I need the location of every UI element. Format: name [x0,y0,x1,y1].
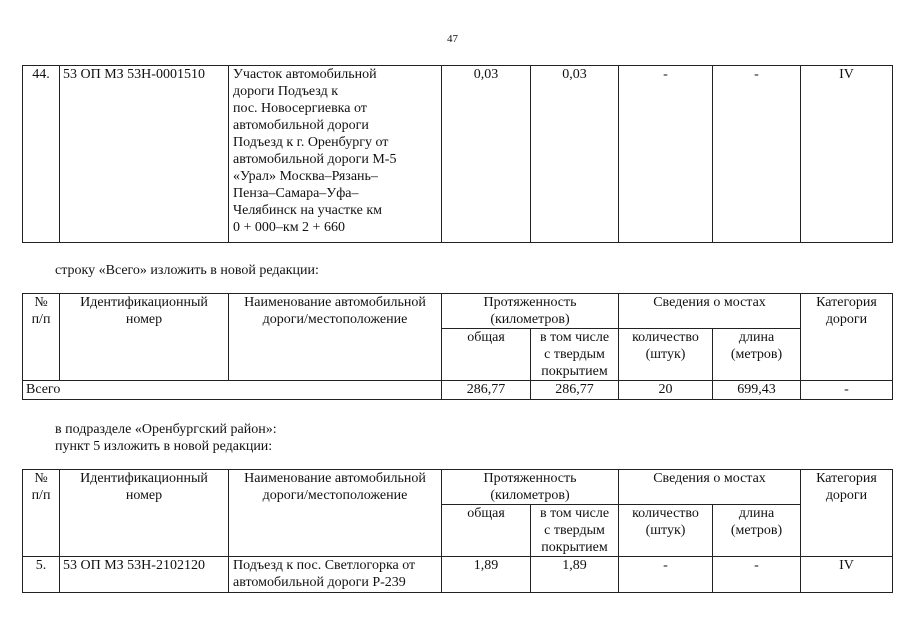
header-id: Идентификационный номер [60,294,229,381]
header-length: Протяженность (километров) [442,294,619,329]
bridges-length: - [713,557,801,593]
header-number: № п/п [23,470,60,557]
road-category: IV [801,66,893,243]
table-row [23,557,893,593]
length-total: 286,77 [442,381,531,400]
header-length: Протяженность (километров) [442,470,619,505]
header-name: Наименование автомобильной дороги/местоположение [229,470,442,557]
header-bridges: Сведения о мостах [619,470,801,505]
header-category: Категория дороги [801,470,893,557]
page-number: 47 [447,33,458,45]
header-category: Категория дороги [801,294,893,381]
length-paved: 286,77 [531,381,619,400]
header-paved: в том числе с твердым покрытием [531,329,619,381]
road-table-total [22,293,893,400]
road-table-point-5 [22,469,893,593]
header-number: № п/п [23,294,60,381]
road-category: IV [801,557,893,593]
length-total: 0,03 [442,66,531,243]
road-id: 53 ОП МЗ 53Н-0001510 [60,66,229,243]
road-name: Участок автомобильной дороги Подъезд к пос. Новосергиевка от автомобильной дороги Подъезд к г. Оренбургу от автомобильной дороги М-5 «Урал» Москва–Рязань– Пенза–Самара–Уфа– Челябинск на участке км 0 + 000–км 2 + 660 [229,66,442,243]
header-total: общая [442,329,531,381]
header-bridge-length: длина (метров) [713,329,801,381]
instruction-vsego: строку «Всего» изложить в новой редакции: [55,263,319,278]
length-total: 1,89 [442,557,531,593]
header-id: Идентификационный номер [60,470,229,557]
total-label: Всего [23,381,442,400]
header-total: общая [442,505,531,557]
table-row [23,66,893,243]
road-category: - [801,381,893,400]
road-id: 53 ОП МЗ 53Н-2102120 [60,557,229,593]
table-row [23,381,893,400]
row-number: 5. [23,557,60,593]
bridges-length: 699,43 [713,381,801,400]
row-number: 44. [23,66,60,243]
header-bridge-length: длина (метров) [713,505,801,557]
header-paved: в том числе с твердым покрытием [531,505,619,557]
header-name: Наименование автомобильной дороги/местоположение [229,294,442,381]
bridges-count: - [619,557,713,593]
instruction-subsection: в подразделе «Оренбургский район»: [55,422,277,437]
header-count: количество (штук) [619,329,713,381]
instruction-point5: пункт 5 изложить в новой редакции: [55,439,273,454]
bridges-count: 20 [619,381,713,400]
road-name: Подъезд к пос. Светлогорка от автомобильной дороги Р-239 [229,557,442,593]
length-paved: 1,89 [531,557,619,593]
bridges-count: - [619,66,713,243]
header-bridges: Сведения о мостах [619,294,801,329]
length-paved: 0,03 [531,66,619,243]
road-table-row-44 [22,65,893,243]
bridges-length: - [713,66,801,243]
header-count: количество (штук) [619,505,713,557]
